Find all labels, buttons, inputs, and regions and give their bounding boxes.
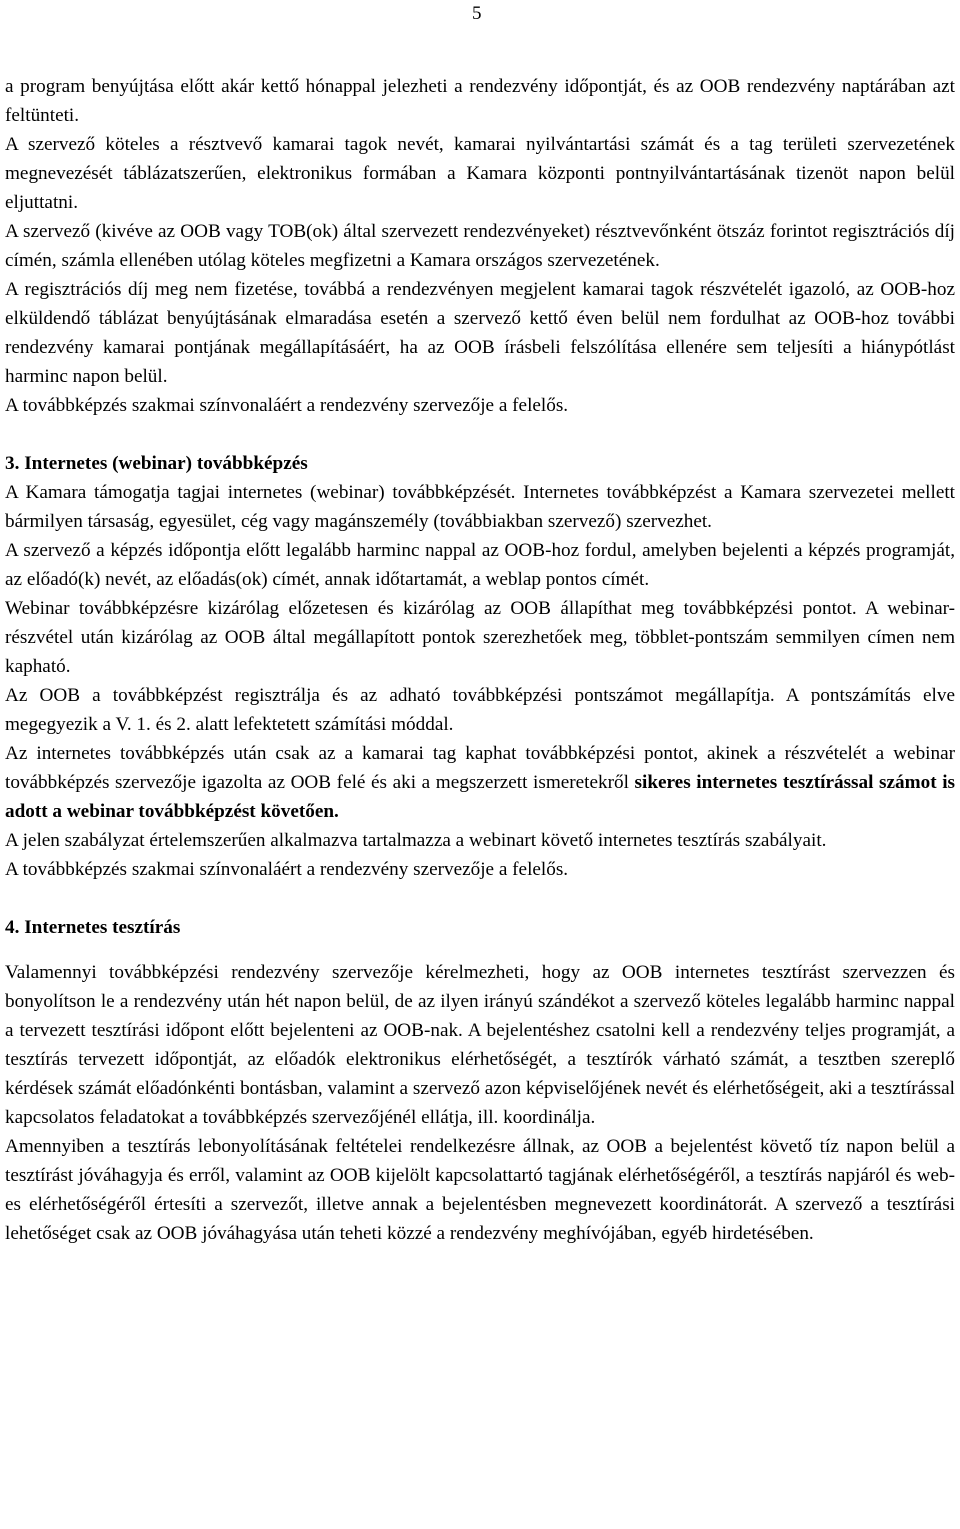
- section-3-paragraph-1: A Kamara támogatja tagjai internetes (webinar) továbbképzését. Internetes továbbképzést a Kamara szervezetei mellett bármilyen társaság, egyesület, cég vagy magánszemély (továbbiakban szervező) szervezhet.: [5, 482, 955, 532]
- section-3-paragraph-4: Az OOB a továbbképzést regisztrálja és az adható továbbképzési pontszámot megállapítja. A pontszámítás elve megegyezik a V. 1. és 2. alatt lefektetett számítási móddal.: [5, 685, 955, 735]
- section-3-paragraph-5: [5, 739, 955, 826]
- spacer: [5, 420, 955, 449]
- section-3-heading: 3. Internetes (webinar) továbbképzés: [5, 453, 308, 474]
- spacer: [5, 884, 955, 913]
- section-3-paragraph-6: A jelen szabályzat értelemszerűen alkalmazva tartalmazza a webinart követő internetes tesztírás szabályait.: [5, 830, 827, 851]
- section-4-paragraph-2: Amennyiben a tesztírás lebonyolításának feltételei rendelkezésre állnak, az OOB a bejelentést követő tíz napon belül a tesztírást jóváhagyja és erről, valamint az OOB kijelölt kapcsolattartó tagjának elérhetőségéről, a tesztírás napjáról és web-es elérhetőségéről értesíti a szervezőt, illetve annak a bejelentésben megnevezett koordinátorát. A szervező a tesztírási lehetőséget csak az OOB jóváhagyása után teheti közzé a rendezvény meghívójában, egyéb hirdetésében.: [5, 1136, 955, 1244]
- section-3-paragraph-7: A továbbképzés szakmai színvonaláért a rendezvény szervezője a felelős.: [5, 859, 569, 880]
- paragraph-fee-nonpayment: A regisztrációs díj meg nem fizetése, továbbá a rendezvényen megjelent kamarai tagok részvételét igazoló, az OOB-hoz elküldendő táblázat benyújtásának elmaradása esetén a szervező kettő éven belül nem fordulhat az OOB-hoz további rendezvény kamarai pontjának megállapításáért, ha az OOB írásbeli felszólítása ellenére sem teljesíti a hiánypótlást harminc napon belül.: [5, 279, 955, 387]
- document-body: [5, 72, 955, 1248]
- paragraph-participant-list: A szervező köteles a résztvevő kamarai tagok nevét, kamarai nyilvántartási számát és a tag területi szervezetének megnevezését táblázatszerűen, elektronikus formában a Kamara központi pontnyilvántartásának tizenöt napon belül eljuttatni.: [5, 134, 955, 213]
- page-number: 5: [472, 3, 482, 24]
- section-4-heading: 4. Internetes tesztírás: [5, 917, 181, 938]
- section-3-paragraph-5-text: Az internetes továbbképzés után csak az a kamarai tag kaphat továbbképzési pontot, akinek a részvételét a webinar továbbképzés szervezője igazolta az OOB felé és aki a megszerzett ismeretekről: [5, 743, 955, 793]
- section-3-paragraph-3: Webinar továbbképzésre kizárólag előzetesen és kizárólag az OOB állapíthat meg továbbképzési pontot. A webinar-részvétel után kizárólag az OOB által megállapított pontok szerezhetőek meg, többlet-pontszám semmilyen címen nem kapható.: [5, 598, 955, 677]
- paragraph-quality-responsibility: A továbbképzés szakmai színvonaláért a rendezvény szervezője a felelős.: [5, 395, 569, 416]
- paragraph-program-submission: a program benyújtása előtt akár kettő hónappal jelezheti a rendezvény időpontját, és az OOB rendezvény naptárában azt feltünteti.: [5, 76, 955, 126]
- section-4-paragraph-1: Valamennyi továbbképzési rendezvény szervezője kérelmezheti, hogy az OOB internetes tesztírást szervezzen és bonyolítson le a rendezvény után hét napon belül, de az ilyen irányú szándékot a szervező köteles legalább harminc nappal a tervezett tesztírási időpont előtt bejelenteni az OOB-nak. A bejelentéshez csatolni kell a rendezvény teljes programját, a tesztírás tervezett időpontját, az előadók elektronikus elérhetőségét, a tesztírók várható számát, a tesztben szereplő kérdések számát előadónkénti bontásban, valamint a szervező azon képviselőjének nevét és elérhetőségeit, aki a tesztírással kapcsolatos feladatokat a továbbképzés szervezőjénél ellátja, ill. koordinálja.: [5, 962, 955, 1128]
- section-3-paragraph-5-bold: sikeres internetes tesztírással számot is adott a webinar továbbképzést követően.: [5, 772, 955, 822]
- section-3-paragraph-2: A szervező a képzés időpontja előtt legalább harminc nappal az OOB-hoz fordul, amelyben bejelenti a képzés programját, az előadó(k) nevét, az előadás(ok) címét, annak időtartamát, a weblap pontos címét.: [5, 540, 955, 590]
- spacer: [5, 942, 955, 958]
- paragraph-registration-fee: A szervező (kivéve az OOB vagy TOB(ok) által szervezett rendezvényeket) résztvevőnként ötszáz forintot regisztrációs díj címén, számla ellenében utólag köteles megfizetni a Kamara országos szervezetének.: [5, 221, 955, 271]
